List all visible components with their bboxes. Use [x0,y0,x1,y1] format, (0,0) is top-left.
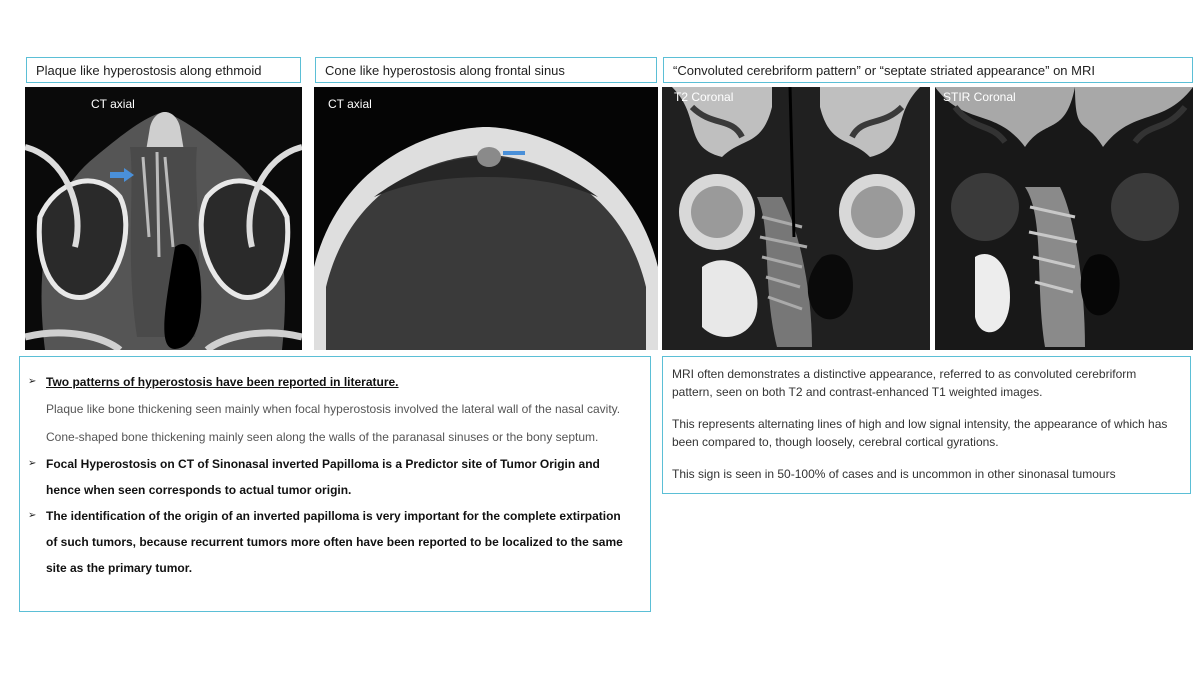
hyperostosis-notes-box [19,356,651,612]
bullet-marker-icon: ➢ [28,458,37,469]
bullet-item [20,503,644,529]
ct-axial-label: CT axial [328,97,372,111]
bullet-text: site as the primary tumor. [46,561,193,575]
stir-coronal-label: STIR Coronal [943,90,1016,104]
ct-axial-label: CT axial [91,97,135,111]
t2-coronal-label: T2 Coronal [674,90,734,104]
bullet-text: Focal Hyperostosis on CT of Sinonasal inverted Papilloma is a Predictor site of Tumor Origin and [46,457,600,471]
sub-text: Cone-shaped bone thickening mainly seen along the walls of the paranasal sinuses or the bony septum. [46,430,599,444]
bullet-item [20,369,644,395]
bullet-continuation [20,477,644,503]
arrow-icon [108,167,136,183]
bullet-text: The identification of the origin of an inverted papilloma is very important for the complete extirpation [46,509,621,523]
mri-t2-coronal-drawing [662,87,930,350]
bullet-marker-icon: ➢ [28,376,37,387]
bullet-continuation [20,529,644,555]
sub-text: Plaque like bone thickening seen mainly when focal hyperostosis involved the lateral wall of the nasal cavity. [46,402,621,416]
mri-stir-coronal-drawing [935,87,1193,350]
ct-axial-frontal-drawing [314,87,658,350]
mri-t2-coronal-image [662,87,930,350]
mri-paragraph: This sign is seen in 50-100% of cases and is uncommon in other sinonasal tumours [672,467,1116,481]
caption-frontal-sinus: Cone like hyperostosis along frontal sinus [315,57,657,83]
mri-notes-box [662,356,1191,494]
bullet-text: Two patterns of hyperostosis have been reported in literature. [46,375,399,389]
bullet-text: hence when seen corresponds to actual tumor origin. [46,483,352,497]
bullet-item [20,451,644,477]
marker-line-icon [503,149,525,157]
ct-axial-frontal-image [314,87,658,350]
mri-paragraph: This represents alternating lines of high and low signal intensity, the appearance of which has been compared to, though loosely, cerebral cortical gyrations. [672,417,1168,449]
bullet-continuation [20,555,644,581]
bullet-text: of such tumors, because recurrent tumors more often have been reported to be localized to the same [46,535,623,549]
bullet-marker-icon: ➢ [28,510,37,521]
caption-mri: “Convoluted cerebriform pattern” or “septate striated appearance” on MRI [663,57,1193,83]
mri-stir-coronal-image [935,87,1193,350]
caption-ethmoid: Plaque like hyperostosis along ethmoid [26,57,301,83]
ct-axial-ethmoid-image [25,87,302,350]
ct-axial-ethmoid-drawing [25,87,302,350]
mri-paragraph: MRI often demonstrates a distinctive appearance, referred to as convoluted cerebriform pattern, seen on both T2 and contrast-enhanced T1 weighted images. [672,367,1137,399]
